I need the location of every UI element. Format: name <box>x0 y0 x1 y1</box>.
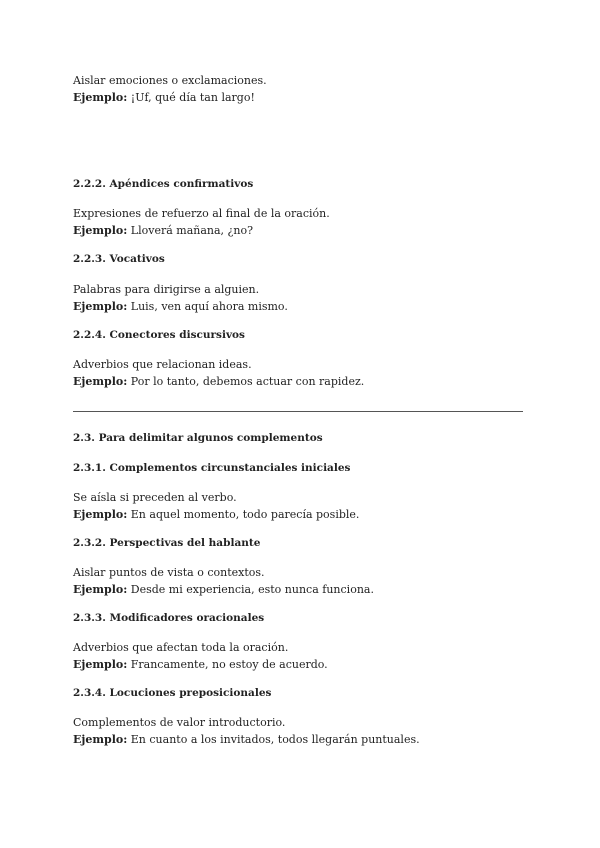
section-2-2-3 <box>73 251 288 315</box>
example-text: Desde mi experiencia, esto nunca funciona. <box>127 583 374 596</box>
section-heading: 2.3.2. Perspectivas del hablante <box>73 537 261 549</box>
section-description: Expresiones de refuerzo al final de la oración. <box>73 207 330 220</box>
section-main-heading: 2.3. Para delimitar algunos complementos <box>73 432 323 444</box>
horizontal-divider <box>73 411 523 412</box>
section-description: Adverbios que afectan toda la oración. <box>73 641 289 654</box>
section-example <box>73 656 328 673</box>
section-2-3-3 <box>73 610 328 673</box>
example-text: ¡Uf, qué día tan largo! <box>127 91 255 104</box>
section-example <box>73 581 374 598</box>
example-text: Lloverá mañana, ¿no? <box>127 224 254 237</box>
section-example <box>73 222 330 239</box>
example-label: Ejemplo: <box>73 224 128 237</box>
section-heading: 2.2.3. Vocativos <box>73 253 165 265</box>
example-label: Ejemplo: <box>73 508 128 521</box>
section-heading: 2.3.3. Modificadores oracionales <box>73 612 265 624</box>
section-heading: 2.2.2. Apéndices confirmativos <box>73 178 254 190</box>
example-label: Ejemplo: <box>73 375 128 388</box>
section-heading: 2.2.4. Conectores discursivos <box>73 329 245 341</box>
intro-description: Aislar emociones o exclamaciones. <box>73 74 267 87</box>
example-text: Luis, ven aquí ahora mismo. <box>127 300 288 313</box>
example-text: En aquel momento, todo parecía posible. <box>127 508 360 521</box>
example-label: Ejemplo: <box>73 583 128 596</box>
example-label: Ejemplo: <box>73 91 128 104</box>
example-label: Ejemplo: <box>73 658 128 671</box>
section-description: Complementos de valor introductorio. <box>73 716 286 729</box>
section-description: Se aísla si preceden al verbo. <box>73 491 237 504</box>
section-2-3 <box>73 430 323 446</box>
section-example <box>73 373 364 390</box>
section-heading: 2.3.4. Locuciones preposicionales <box>73 687 272 699</box>
intro-example <box>73 89 267 106</box>
section-2-3-4 <box>73 685 420 748</box>
section-heading: 2.3.1. Complementos circunstanciales iniciales <box>73 462 351 474</box>
section-description: Palabras para dirigirse a alguien. <box>73 283 260 296</box>
section-example <box>73 506 359 523</box>
example-text: En cuanto a los invitados, todos llegarán puntuales. <box>127 733 420 746</box>
example-label: Ejemplo: <box>73 733 128 746</box>
section-example <box>73 298 288 315</box>
section-2-2-4 <box>73 327 364 390</box>
example-text: Francamente, no estoy de acuerdo. <box>127 658 328 671</box>
section-description: Adverbios que relacionan ideas. <box>73 358 252 371</box>
intro-block <box>73 72 267 106</box>
example-text: Por lo tanto, debemos actuar con rapidez. <box>127 375 365 388</box>
section-2-3-1 <box>73 460 359 523</box>
example-label: Ejemplo: <box>73 300 128 313</box>
section-2-3-2 <box>73 535 374 598</box>
section-description: Aislar puntos de vista o contextos. <box>73 566 265 579</box>
section-2-2-2 <box>73 176 330 239</box>
section-example <box>73 731 420 748</box>
